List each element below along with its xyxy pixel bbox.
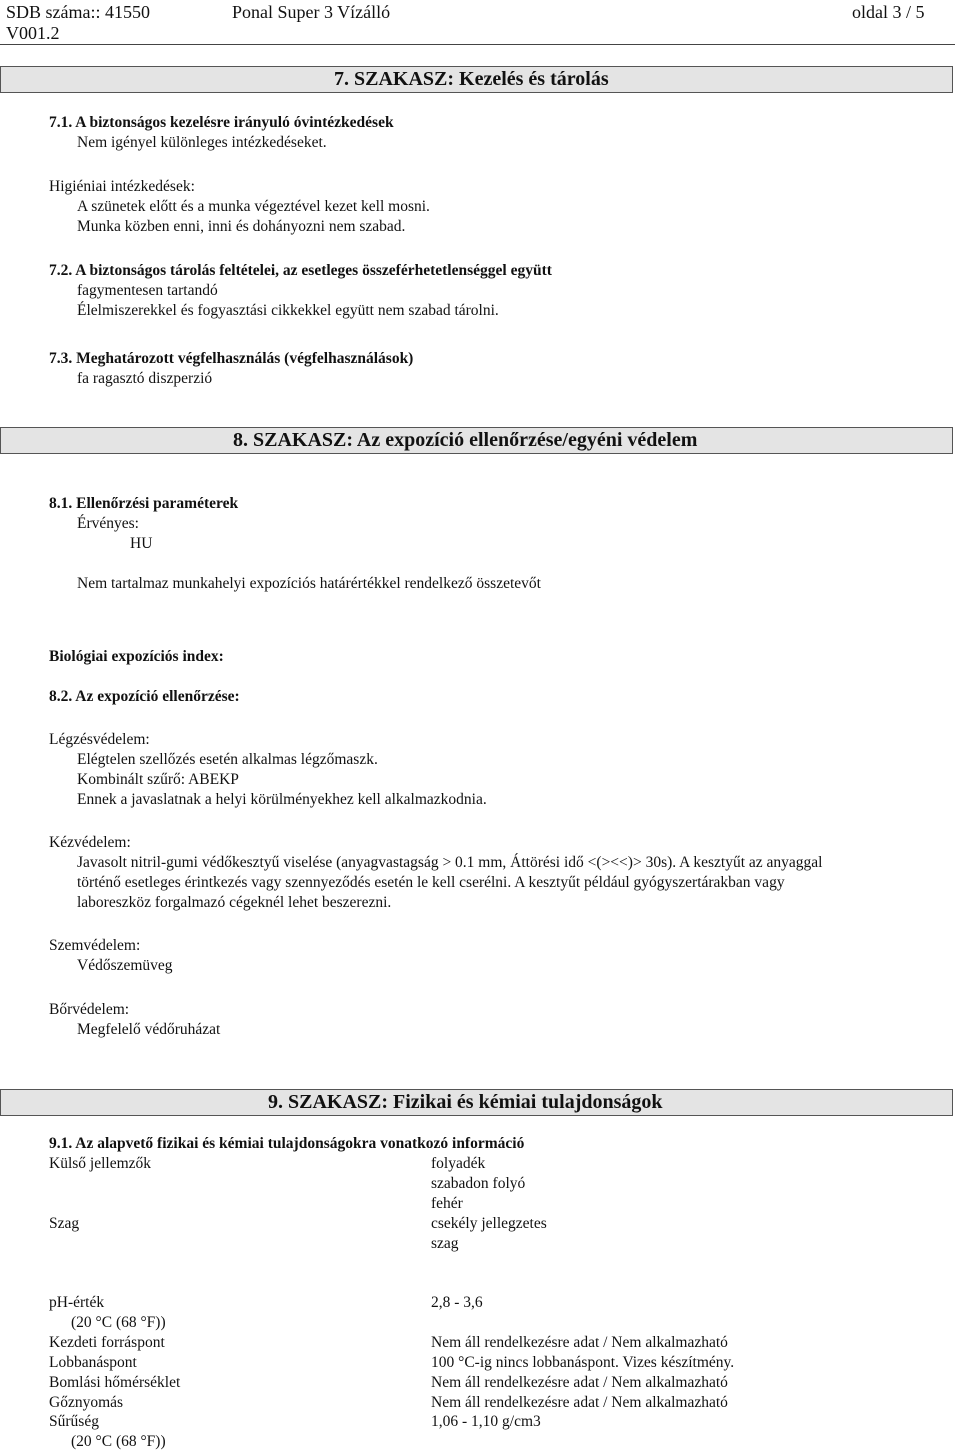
- prop-label: Sűrűség: [49, 1413, 99, 1430]
- hygiene-label: Higiéniai intézkedések:: [49, 178, 195, 195]
- prop-value: fehér: [431, 1195, 463, 1212]
- prop-value: 1,06 - 1,10 g/cm3: [431, 1413, 541, 1430]
- eye-line-1: Védőszemüveg: [77, 957, 173, 974]
- prop-value: szabadon folyó: [431, 1175, 526, 1192]
- prop-label: pH-érték: [49, 1294, 105, 1311]
- prop-label: Szag: [49, 1215, 80, 1232]
- product-name: Ponal Super 3 Vízálló: [232, 2, 391, 22]
- prop-value: 2,8 - 3,6: [431, 1294, 483, 1311]
- heading-8-2: 8.2. Az expozíció ellenőrzése:: [49, 688, 240, 705]
- hand-line-3: laboreszköz forgalmazó cégeknél lehet beszerezni.: [77, 894, 392, 911]
- valid-value: HU: [130, 535, 153, 552]
- respiratory-line-3: Ennek a javaslatnak a helyi körülményekhez kell alkalmazkodnia.: [77, 791, 487, 808]
- prop-value: Nem áll rendelkezésre adat / Nem alkalmazható: [431, 1334, 728, 1351]
- prop-value: Nem áll rendelkezésre adat / Nem alkalmazható: [431, 1394, 728, 1411]
- text-8-1: Nem tartalmaz munkahelyi expozíciós határértékkel rendelkező összetevőt: [77, 575, 541, 592]
- hand-line-1: Javasolt nitril-gumi védőkesztyű viselése (anyagvastagság > 0.1 mm, Áttörési idő <(><<)> 30s). A kesztyűt az anyaggal: [77, 854, 823, 871]
- text-7-2-2: Élelmiszerekkel és fogyasztási cikkekkel együtt nem szabad tárolni.: [77, 302, 499, 319]
- header-rule: [0, 44, 955, 45]
- prop-value: folyadék: [431, 1155, 486, 1172]
- sdb-number: SDB száma:: 41550: [6, 2, 150, 22]
- prop-value: szag: [431, 1235, 459, 1252]
- prop-label: Bomlási hőmérséklet: [49, 1374, 181, 1391]
- prop-condition: (20 °C (68 °F)): [71, 1433, 166, 1450]
- heading-7-2: 7.2. A biztonságos tárolás feltételei, az esetleges összeférhetetlenséggel együtt: [49, 262, 552, 279]
- valid-label: Érvényes:: [77, 515, 139, 532]
- text-7-3: fa ragasztó diszperzió: [77, 370, 213, 387]
- hygiene-line-1: A szünetek előtt és a munka végeztével kezet kell mosni.: [77, 198, 430, 215]
- prop-value: 100 °C-ig nincs lobbanáspont. Vizes készítmény.: [431, 1354, 735, 1371]
- heading-7-1: 7.1. A biztonságos kezelésre irányuló óvintézkedések: [49, 114, 394, 131]
- prop-label: Gőznyomás: [49, 1394, 124, 1411]
- respiratory-line-1: Elégtelen szellőzés esetén alkalmas légzőmaszk.: [77, 751, 378, 768]
- eye-label: Szemvédelem:: [49, 937, 141, 954]
- text-7-2-1: fagymentesen tartandó: [77, 282, 218, 299]
- section-7-title: 7. SZAKASZ: Kezelés és tárolás: [334, 68, 609, 90]
- respiratory-label: Légzésvédelem:: [49, 731, 150, 748]
- prop-label: Kezdeti forráspont: [49, 1334, 165, 1351]
- prop-label: Külső jellemzők: [49, 1155, 152, 1172]
- section-9-title: 9. SZAKASZ: Fizikai és kémiai tulajdonságok: [268, 1091, 663, 1113]
- prop-value: csekély jellegzetes: [431, 1215, 547, 1232]
- heading-9-1: 9.1. Az alapvető fizikai és kémiai tulajdonságokra vonatkozó információ: [49, 1135, 525, 1152]
- text-7-1: Nem igényel különleges intézkedéseket.: [77, 134, 327, 151]
- hand-line-2: történő esetleges érintkezés vagy szennyeződés esetén le kell cserélni. A kesztyűt például gyógyszertárakban vagy: [77, 874, 785, 891]
- hand-label: Kézvédelem:: [49, 834, 131, 851]
- heading-7-3: 7.3. Meghatározott végfelhasználás (végfelhasználások): [49, 350, 414, 367]
- section-8-title: 8. SZAKASZ: Az expozíció ellenőrzése/egyéni védelem: [233, 429, 698, 451]
- prop-value: Nem áll rendelkezésre adat / Nem alkalmazható: [431, 1374, 728, 1391]
- version: V001.2: [6, 23, 60, 43]
- prop-condition: (20 °C (68 °F)): [71, 1314, 166, 1331]
- hygiene-line-2: Munka közben enni, inni és dohányozni nem szabad.: [77, 218, 406, 235]
- skin-label: Bőrvédelem:: [49, 1001, 130, 1018]
- bio-index-heading: Biológiai expozíciós index:: [49, 648, 224, 665]
- skin-line-1: Megfelelő védőruházat: [77, 1021, 221, 1038]
- respiratory-line-2: Kombinált szűrő: ABEKP: [77, 771, 239, 788]
- heading-8-1: 8.1. Ellenőrzési paraméterek: [49, 495, 239, 512]
- prop-label: Lobbanáspont: [49, 1354, 137, 1371]
- page-number: oldal 3 / 5: [852, 2, 925, 22]
